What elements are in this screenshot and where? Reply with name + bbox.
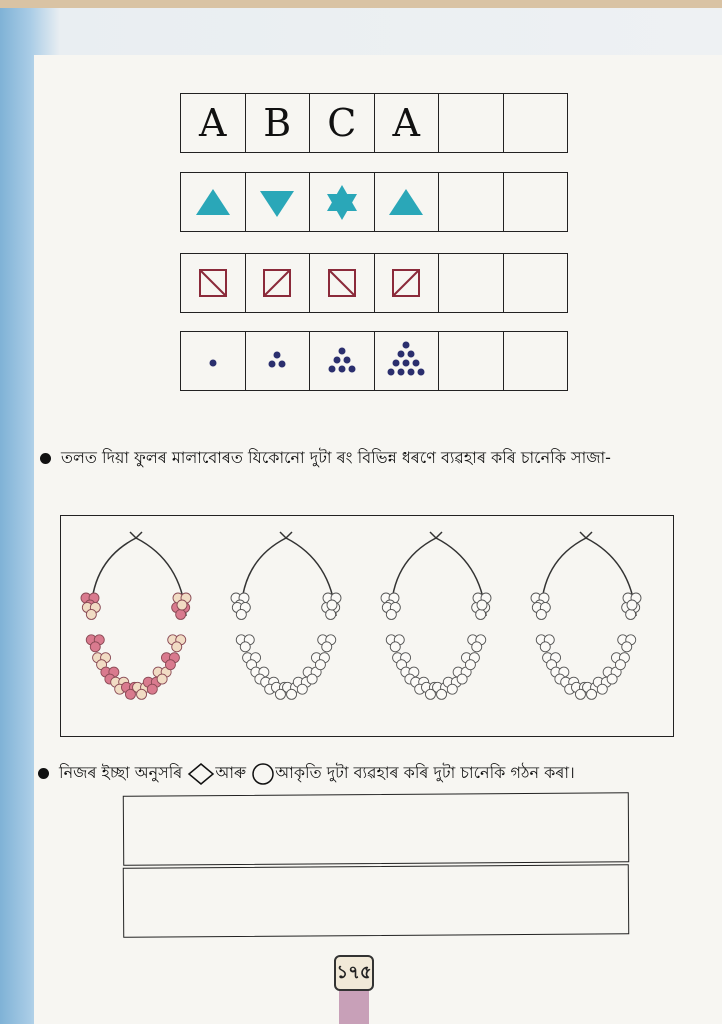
pattern-cell bbox=[246, 332, 311, 390]
empty-answer-cell[interactable] bbox=[504, 332, 568, 390]
dots-6-icon bbox=[320, 343, 364, 379]
pattern-cell bbox=[375, 254, 440, 312]
pattern-cell bbox=[181, 254, 246, 312]
shapes-instruction-and: আৰু bbox=[215, 763, 247, 782]
circle-icon bbox=[251, 762, 275, 786]
flower-icon bbox=[232, 602, 250, 619]
shapes-instruction bbox=[38, 760, 575, 787]
empty-answer-cell[interactable] bbox=[439, 94, 504, 152]
empty-answer-cell[interactable] bbox=[439, 332, 504, 390]
pattern-letter: A bbox=[392, 101, 420, 145]
pattern-letter: A bbox=[199, 101, 227, 145]
page-number: ১৭৫ bbox=[334, 955, 374, 991]
flower-icon bbox=[86, 635, 104, 652]
pattern-cell bbox=[181, 94, 246, 152]
flower-garland[interactable] bbox=[531, 532, 641, 699]
dots-1-icon bbox=[203, 351, 223, 371]
flower-icon bbox=[468, 635, 486, 652]
drawing-box-2[interactable] bbox=[123, 864, 629, 938]
dots-10-icon bbox=[380, 338, 432, 384]
empty-answer-cell[interactable] bbox=[504, 173, 568, 231]
shapes-instruction-prefix: নিজৰ ইচ্ছা অনুসৰি bbox=[59, 763, 183, 782]
pattern-cell bbox=[310, 254, 375, 312]
garland-box bbox=[60, 515, 674, 737]
pattern-cell bbox=[375, 173, 440, 231]
star-icon bbox=[322, 182, 362, 222]
flower-icon bbox=[382, 602, 400, 619]
diamond-icon bbox=[187, 762, 215, 786]
page-top-edge bbox=[0, 0, 722, 8]
pattern-cell bbox=[246, 173, 311, 231]
dots-3-icon bbox=[262, 347, 292, 375]
bullet-icon bbox=[38, 768, 49, 779]
pattern-cell bbox=[375, 94, 440, 152]
empty-answer-cell[interactable] bbox=[504, 254, 568, 312]
empty-answer-cell[interactable] bbox=[439, 173, 504, 231]
garland-instruction-text: তলত দিয়া ফুলৰ মালাবোৰত যিকোনো দুটা ৰং বিভিন্ন ধৰণে ব্যৱহাৰ কৰি চানেকি সাজা- bbox=[61, 448, 611, 467]
flower-icon bbox=[536, 635, 554, 652]
pattern-cell bbox=[375, 332, 440, 390]
shapes-instruction-suffix: আকৃতি দুটা ব্যৱহাৰ কৰি দুটা চানেকি গঠন কৰা। bbox=[275, 763, 575, 782]
flower-icon bbox=[318, 635, 336, 652]
pattern-letter: B bbox=[263, 101, 292, 145]
dot-pattern-row bbox=[180, 331, 568, 391]
flower-garland[interactable] bbox=[381, 532, 491, 699]
empty-answer-cell[interactable] bbox=[504, 94, 568, 152]
page-tab bbox=[339, 990, 369, 1024]
flower-icon bbox=[532, 602, 550, 619]
square-diagonal-right-icon bbox=[262, 268, 292, 298]
square-diagonal-left-icon bbox=[327, 268, 357, 298]
flower-garland[interactable] bbox=[231, 532, 341, 699]
triangle-down-icon bbox=[257, 185, 297, 219]
pattern-cell bbox=[181, 173, 246, 231]
flower-icon bbox=[386, 635, 404, 652]
pattern-cell bbox=[246, 254, 311, 312]
garland-illustrations bbox=[61, 516, 672, 735]
pattern-letter: C bbox=[327, 101, 357, 145]
drawing-box-1[interactable] bbox=[123, 792, 629, 866]
flower-garland[interactable] bbox=[81, 532, 191, 699]
bullet-icon bbox=[40, 453, 51, 464]
square-diagonal-right-icon bbox=[391, 268, 421, 298]
pattern-cell bbox=[310, 94, 375, 152]
empty-answer-cell[interactable] bbox=[439, 254, 504, 312]
pattern-cell bbox=[310, 332, 375, 390]
flower-icon bbox=[236, 635, 254, 652]
pattern-cell bbox=[310, 173, 375, 231]
shape-pattern-row bbox=[180, 172, 568, 232]
square-diagonal-left-icon bbox=[198, 268, 228, 298]
flower-icon bbox=[618, 635, 636, 652]
pattern-cell bbox=[181, 332, 246, 390]
flower-icon bbox=[168, 635, 186, 652]
garland-instruction bbox=[40, 445, 611, 472]
triangle-up-icon bbox=[386, 185, 426, 219]
square-pattern-row bbox=[180, 253, 568, 313]
letter-pattern-row bbox=[180, 93, 568, 153]
flower-icon bbox=[82, 602, 100, 619]
pattern-cell bbox=[246, 94, 311, 152]
triangle-up-icon bbox=[193, 185, 233, 219]
